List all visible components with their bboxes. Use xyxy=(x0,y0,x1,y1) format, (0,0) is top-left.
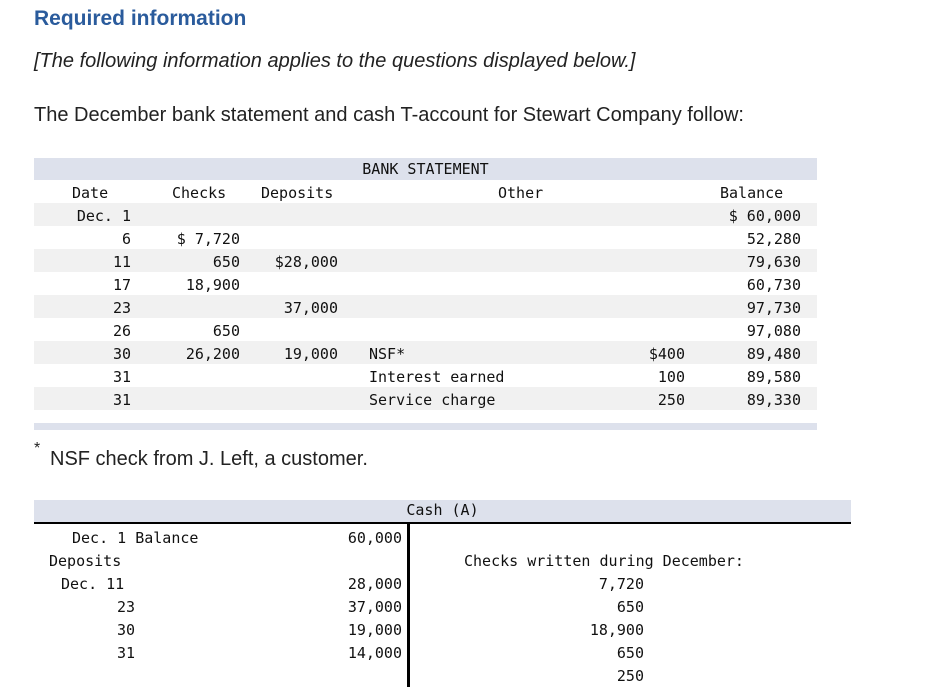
cell-balance: 97,080 xyxy=(746,322,801,340)
credit-amount: 18,900 xyxy=(589,621,644,639)
t-account-horizontal-rule xyxy=(34,522,851,524)
debit-amount: 14,000 xyxy=(347,644,402,662)
cell-balance: 60,730 xyxy=(746,276,801,294)
cell-other-amount: 100 xyxy=(657,368,685,386)
col-header-balance: Balance xyxy=(720,184,784,202)
debit-amount: 37,000 xyxy=(347,598,402,616)
cash-account-title: Cash (A) xyxy=(406,501,479,519)
t-account-vertical-rule xyxy=(407,524,410,687)
intro-text: The December bank statement and cash T-account for Stewart Company follow: xyxy=(34,104,744,126)
debit-amount: 60,000 xyxy=(347,529,402,547)
cell-balance: 52,280 xyxy=(746,230,801,248)
cell-date: 11 xyxy=(112,253,131,271)
cell-other-desc: Interest earned xyxy=(369,368,505,386)
row-stripe xyxy=(34,249,817,272)
col-header-date: Date xyxy=(72,184,109,202)
row-stripe xyxy=(34,341,817,364)
cell-date: 6 xyxy=(121,230,131,248)
cell-deposits: 37,000 xyxy=(283,299,338,317)
cell-other-desc: NSF* xyxy=(369,345,406,363)
cell-date: Dec. 1 xyxy=(76,207,131,225)
credit-heading: Checks written during December: xyxy=(464,552,744,570)
cell-balance: $ 60,000 xyxy=(728,207,801,225)
cell-deposits: 19,000 xyxy=(283,345,338,363)
cash-t-account xyxy=(34,500,851,687)
debit-label: Deposits xyxy=(49,552,122,570)
debit-label: Dec. 1 Balance xyxy=(72,529,199,547)
cell-date: 31 xyxy=(112,391,131,409)
cell-deposits: $28,000 xyxy=(274,253,338,271)
credit-amount: 250 xyxy=(616,667,644,685)
cell-balance: 79,630 xyxy=(746,253,801,271)
cell-other-amount: $400 xyxy=(648,345,685,363)
row-stripe xyxy=(34,295,817,318)
cell-checks: 650 xyxy=(212,322,240,340)
cell-date: 17 xyxy=(112,276,131,294)
col-header-deposits: Deposits xyxy=(261,184,334,202)
debit-label: 23 xyxy=(117,598,136,616)
col-header-checks: Checks xyxy=(172,184,227,202)
debit-label: 31 xyxy=(117,644,136,662)
credit-amount: 7,720 xyxy=(598,575,644,593)
cell-checks: 650 xyxy=(212,253,240,271)
cell-balance: 97,730 xyxy=(746,299,801,317)
italic-note: [The following information applies to the questions displayed below.] xyxy=(34,50,636,72)
debit-amount: 28,000 xyxy=(347,575,402,593)
bank-statement-title: BANK STATEMENT xyxy=(362,160,489,178)
footnote-text: NSF check from J. Left, a customer. xyxy=(50,448,368,470)
cell-balance: 89,580 xyxy=(746,368,801,386)
debit-amount: 19,000 xyxy=(347,621,402,639)
heading: Required information xyxy=(34,7,247,30)
credit-amount: 650 xyxy=(616,598,644,616)
cell-date: 30 xyxy=(112,345,131,363)
bank-bottom-band xyxy=(34,423,817,430)
cell-checks: 26,200 xyxy=(185,345,240,363)
row-stripe xyxy=(34,203,817,226)
debit-label: Dec. 11 xyxy=(61,575,125,593)
cell-other-desc: Service charge xyxy=(369,391,496,409)
cell-checks: $ 7,720 xyxy=(176,230,240,248)
cell-date: 31 xyxy=(112,368,131,386)
bank-statement-table xyxy=(34,158,817,430)
cell-date: 26 xyxy=(112,322,131,340)
cell-balance: 89,480 xyxy=(746,345,801,363)
cell-date: 23 xyxy=(112,299,131,317)
footnote-marker: * xyxy=(34,440,41,457)
cell-checks: 18,900 xyxy=(185,276,240,294)
credit-amount: 650 xyxy=(616,644,644,662)
debit-label: 30 xyxy=(117,621,136,639)
cell-balance: 89,330 xyxy=(746,391,801,409)
cell-other-amount: 250 xyxy=(657,391,685,409)
col-header-other: Other xyxy=(498,184,544,202)
